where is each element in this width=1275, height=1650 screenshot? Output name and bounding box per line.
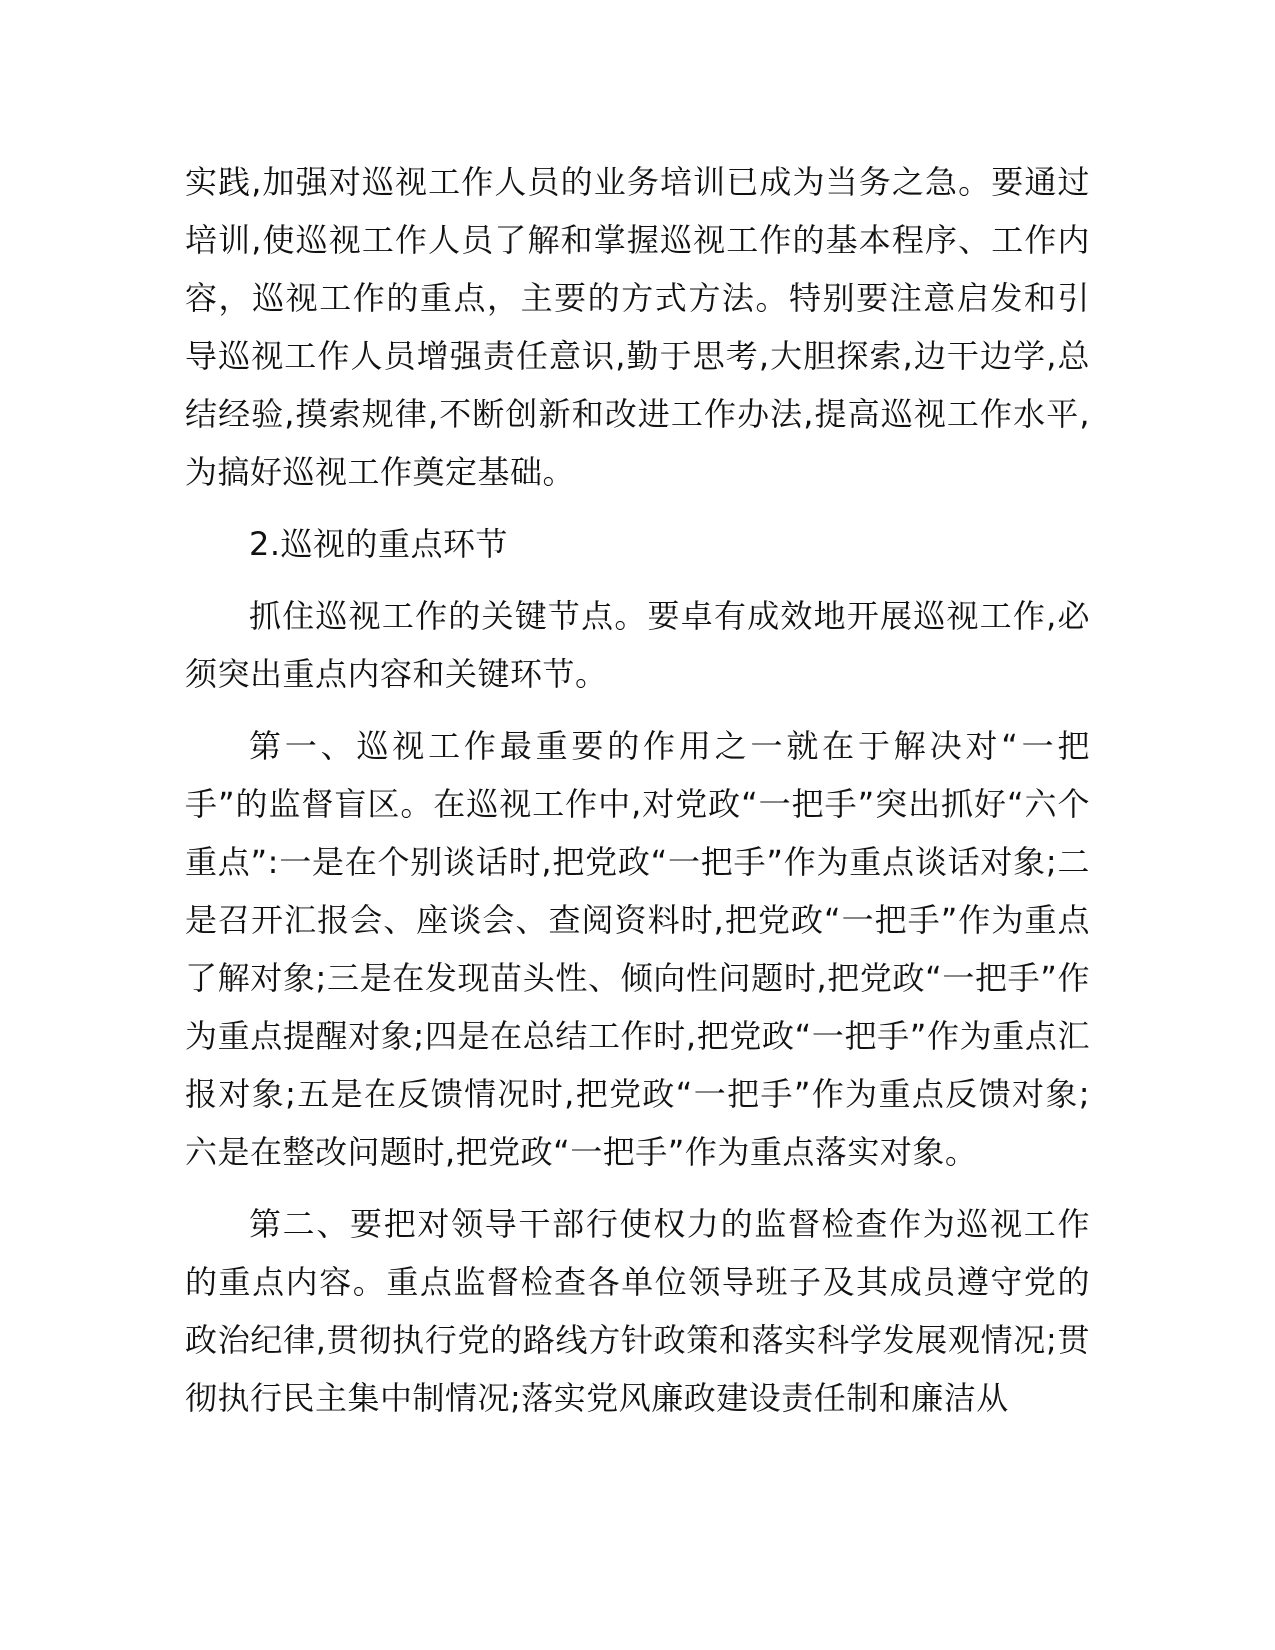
section-heading-key-links: 2.巡视的重点环节 [249, 525, 509, 563]
paragraph-training: 实践,加强对巡视工作人员的业务培训已成为当务之急。要通过培训,使巡视工作人员了解和掌握巡视工作的基本程序、工作内容，巡视工作的重点，主要的方式方法。特别要注意启发和引导巡视工作人员增强责任意识,勤于思考,大胆探索,边干边学,总结经验,摸索规律,不断创新和改进工作办法,提高巡视工作水平,为搞好巡视工作奠定基础。 [185, 163, 1090, 491]
paragraph-key-nodes: 抓住巡视工作的关键节点。要卓有成效地开展巡视工作,必须突出重点内容和关键环节。 [185, 597, 1090, 693]
paragraph-first-point: 第一、巡视工作最重要的作用之一就在于解决对“一把手”的监督盲区。在巡视工作中,对党政“一把手”突出抓好“六个重点”:一是在个别谈话时,把党政“一把手”作为重点谈话对象;二是召开汇报会、座谈会、查阅资料时,把党政“一把手”作为重点了解对象;三是在发现苗头性、倾向性问题时,把党政“一把手”作为重点提醒对象;四是在总结工作时,把党政“一把手”作为重点汇报对象;五是在反馈情况时,把党政“一把手”作为重点反馈对象;六是在整改问题时,把党政“一把手”作为重点落实对象。 [185, 727, 1090, 1171]
paragraph-second-point: 第二、要把对领导干部行使权力的监督检查作为巡视工作的重点内容。重点监督检查各单位领导班子及其成员遵守党的政治纪律,贯彻执行党的路线方针政策和落实科学发展观情况;贯彻执行民主集中制情况;落实党风廉政建设责任制和廉洁从 [185, 1205, 1090, 1417]
document-body [185, 153, 1090, 1427]
